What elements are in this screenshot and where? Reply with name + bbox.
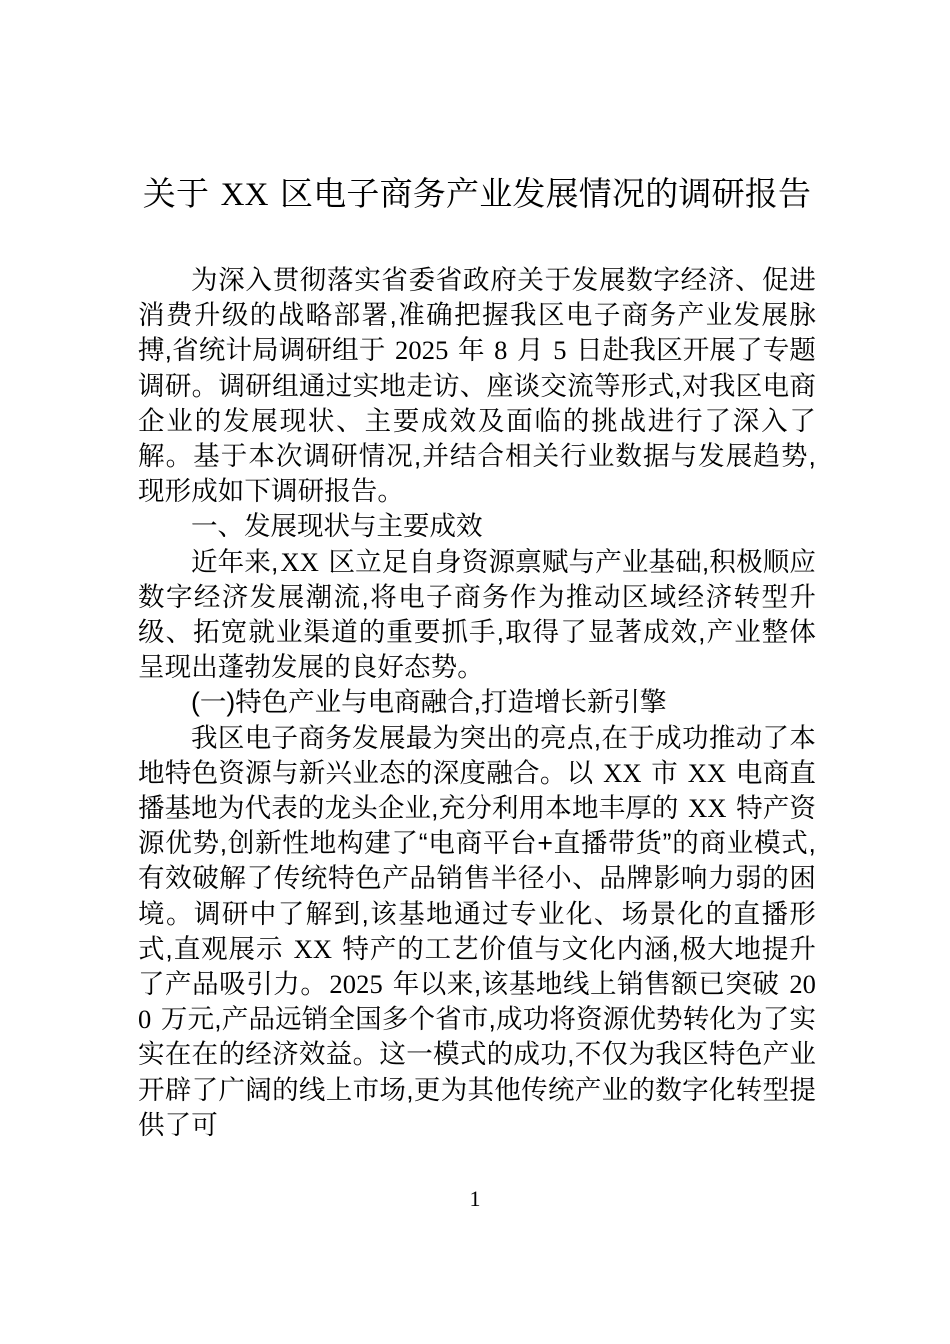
paragraph-intro: 为深入贯彻落实省委省政府关于发展数字经济、促进消费升级的战略部署,准确把握我区电子商务产业发展脉搏,省统计局调研组于 2025 年 8 月 5 日赴我区开展了专题调研。调研组通过实地走访、座谈交流等形式,对我区电商企业的发展现状、主要成效及面临的挑战进行了深入了解。基于本次调研情况,并结合相关行业数据与发展趋势,现形成如下调研报告。: [138, 265, 816, 507]
page-number: [0, 1186, 950, 1212]
latin-run: 2025: [329, 969, 383, 1000]
latin-run: 5: [553, 335, 567, 366]
latin-run: 2025: [395, 335, 449, 366]
page-title-text: 关于 XX 区电子商务产业发展情况的调研报告: [142, 175, 812, 213]
section-heading-1: 一、发展现状与主要成效: [191, 511, 483, 542]
subsection-heading-1-1: (一)特色产业与电商融合,打造增长新引擎: [191, 687, 667, 718]
paragraph-body-1: 近年来,XX 区立足自身资源禀赋与产业基础,积极顺应数字经济发展潮流,将电子商务作为推动区域经济转型升级、拓宽就业渠道的重要抓手,取得了显著成效,产业整体呈现出蓬勃发展的良好态势。: [138, 546, 817, 683]
latin-run: 1: [469, 1186, 481, 1211]
latin-run: XX: [687, 757, 727, 788]
latin-run: XX: [688, 793, 727, 824]
latin-run: 8: [494, 335, 508, 366]
latin-run: XX: [603, 757, 642, 788]
latin-run: XX: [220, 177, 269, 213]
paragraph-body-2: 我区电子商务发展最为突出的亮点,在于成功推动了本地特色资源与新兴业态的深度融合。以 XX 市 XX 电商直播基地为代表的龙头企业,充分利用本地丰厚的 XX 特产资源优势,创新性地构建了“电商平台+直播带货”的商业模式,有效破解了传统特色产品销售半径小、品牌影响力弱的困境。调研中了解到,该基地通过专业化、场景化的直播形式,直观展示 XX 特产的工艺价值与文化内涵,极大地提升了产品吸引力。2025 年以来,该基地线上销售额已突破 200 万元,产品远销全国多个省市,成功将资源优势转化为了实实在在的经济效益。这一模式的成功,不仅为我区特色产业开辟了广阔的线上市场,更为其他传统产业的数字化转型提供了可: [138, 722, 817, 1140]
latin-run: 200: [138, 969, 817, 1035]
latin-run: XX: [293, 933, 333, 964]
document-body: [138, 168, 816, 1143]
title-spacer: [138, 221, 816, 263]
latin-run: XX: [280, 546, 319, 577]
page-title: [138, 168, 816, 221]
